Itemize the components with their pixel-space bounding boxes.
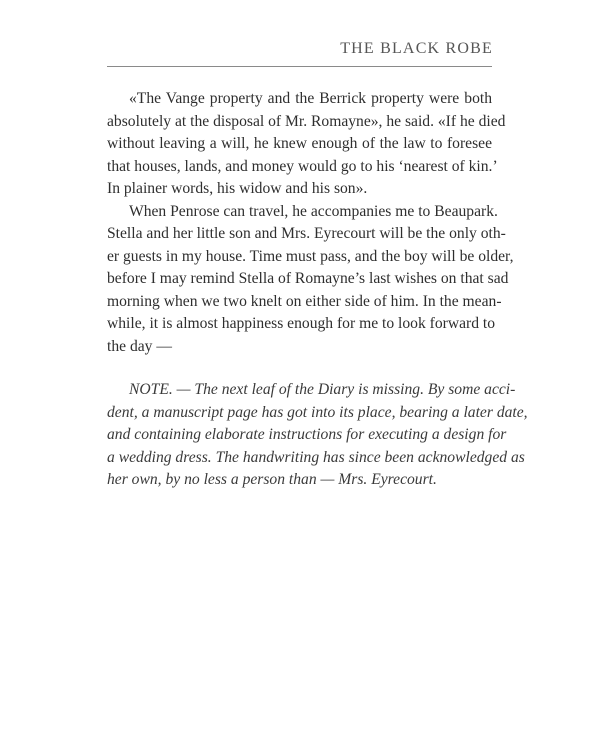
note-line: her own, by no less a person than — Mrs. Eyrecourt. <box>107 471 437 488</box>
text-line: that houses, lands, and money would go to his ‘nearest of kin.’ <box>107 157 498 175</box>
paragraph-2 <box>107 201 514 359</box>
section-gap <box>107 358 492 379</box>
text-line: When Penrose can travel, he accompanies me to Beaupark. <box>129 202 498 220</box>
body-text <box>107 88 528 492</box>
text-line: Stella and her little son and Mrs. Eyrecourt will be the only oth- <box>107 225 506 242</box>
text-line: the day — <box>107 337 172 355</box>
note-line: dent, a manuscript page has got into its place, bearing a later date, <box>107 403 528 421</box>
note-line: NOTE. — The next leaf of the Diary is missing. By some acci- <box>129 381 516 398</box>
note-line: and containing elaborate instructions for executing a design for <box>107 426 507 443</box>
paragraph-1 <box>107 88 506 201</box>
note-line: a wedding dress. The handwriting has since been acknowledged as <box>107 448 525 466</box>
header-rule <box>107 66 492 67</box>
text-line: morning when we two knelt on either side of him. In the mean- <box>107 292 502 310</box>
text-line: In plainer words, his widow and his son». <box>107 180 368 197</box>
text-line: while, it is almost happiness enough for me to look forward to <box>107 315 496 332</box>
editor-note <box>107 379 528 492</box>
text-line: er guests in my house. Time must pass, and the boy will be older, <box>107 247 514 265</box>
text-line: before I may remind Stella of Romayne’s last wishes on that sad <box>107 270 509 287</box>
text-line: «The Vange property and the Berrick property were both <box>129 90 492 107</box>
text-line: without leaving a will, he knew enough of the law to foresee <box>107 135 492 152</box>
running-head: THE BLACK ROBE <box>340 40 493 57</box>
text-line: absolutely at the disposal of Mr. Romayne», he said. «If he died <box>107 112 506 130</box>
